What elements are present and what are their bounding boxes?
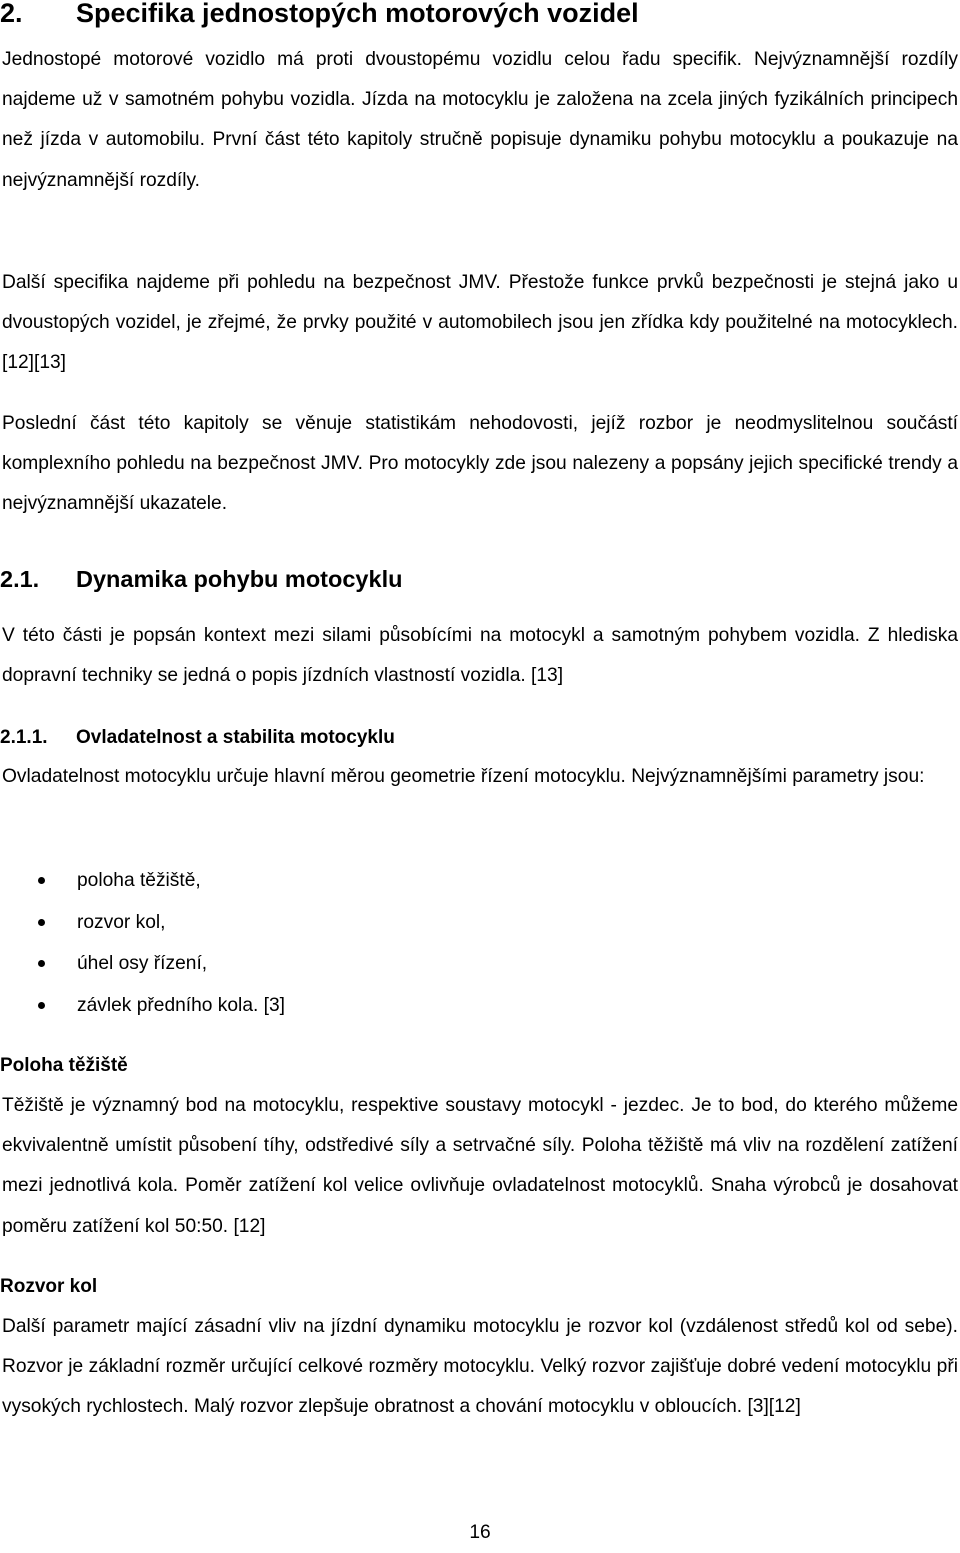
list-item-text: úhel osy řízení, (77, 953, 208, 974)
subsection-heading (0, 718, 395, 758)
section-title: Dynamika pohybu motocyklu (76, 566, 403, 592)
list-item-text: rozvor kol, (77, 911, 166, 933)
list-item (0, 902, 600, 944)
chapter-paragraph-2: Další specifika najdeme při pohledu na bezpečnost JMV. Přestože funkce prvků bezpečnosti je stejná jako u dvoustopých vozidel, je zřejmé, že prvky použité v automobilech jsou jen zřídka kdy použitelné na motocyklech. [12][13] (2, 272, 958, 374)
page-number: 16 (469, 1522, 491, 1543)
chapter-paragraph-1: Jednostopé motorové vozidlo má proti dvoustopému vozidlu celou řadu specifik. Nejvýznamnější rozdíly najdeme už v samotném pohybu vozidla. Jízda na motocyklu je založena na zcela jiných fyzikálních principech než jízda v automobilu. První část této kapitoly stručně popisuje dynamiku pohybu motocyklu a poukazuje na nejvýznamnější rozdíly. (2, 49, 958, 191)
topic-heading-center-of-gravity: Poloha těžiště (0, 1055, 128, 1076)
list-item (0, 860, 600, 902)
bullet-icon (38, 919, 45, 926)
bullet-icon (38, 877, 45, 884)
chapter-heading (0, 0, 639, 33)
topic-paragraph-wheelbase: Další parametr mající zásadní vliv na jízdní dynamiku motocyklu je rozvor kol (vzdálenost středů kol od sebe). Rozvor je základní rozměr určující celkové rozměry motocyklu. Velký rozvor zajišťuje dobré vedení motocyklu při vysokých rychlostech. Malý rozvor zlepšuje obratnost a chování motocyklu v obloucích. [3][12] (2, 1316, 958, 1418)
chapter-paragraph-3: Poslední část této kapitoly se věnuje statistikám nehodovosti, jejíž rozbor je neodmyslitelnou součástí komplexního pohledu na bezpečnost JMV. Pro motocykly zde jsou nalezeny a popsány jejich specifické trendy a nejvýznamnější ukazatele. (2, 413, 958, 515)
section-heading (0, 559, 402, 599)
subsection-number: 2.1.1. (0, 727, 48, 748)
parameter-list (0, 860, 600, 1026)
subsection-paragraph: Ovladatelnost motocyklu určuje hlavní měrou geometrie řízení motocyklu. Nejvýznamnějšími parametry jsou: (2, 766, 925, 787)
list-item (0, 943, 600, 985)
bullet-icon (38, 1002, 45, 1009)
list-item-text: závlek předního kola. [3] (77, 994, 285, 1016)
subsection-title: Ovladatelnost a stabilita motocyklu (76, 727, 395, 748)
list-item (0, 985, 600, 1027)
section-paragraph: V této části je popsán kontext mezi silami působícími na motocykl a samotným pohybem vozidla. Z hlediska dopravní techniky se jedná o popis jízdních vlastností vozidla. [13] (2, 625, 958, 687)
topic-paragraph-center-of-gravity: Těžiště je významný bod na motocyklu, respektive soustavy motocykl - jezdec. Je to bod, do kterého můžeme ekvivalentně umístit působení tíhy, odstředivé síly a setrvačné síly. Poloha těžiště má vliv na rozdělení zatížení mezi jednotlivá kola. Poměr zatížení kol velice ovlivňuje ovladatelnost motocyklů. Snaha výrobců je dosahovat poměru zatížení kol 50:50. [12] (2, 1095, 958, 1237)
list-item-text: poloha těžiště, (77, 870, 201, 891)
bullet-icon (38, 960, 45, 967)
section-number: 2.1. (0, 566, 40, 592)
topic-heading-wheelbase: Rozvor kol (0, 1276, 98, 1297)
chapter-number: 2. (0, 0, 23, 28)
chapter-title: Specifika jednostopých motorových vozidel (76, 0, 639, 28)
